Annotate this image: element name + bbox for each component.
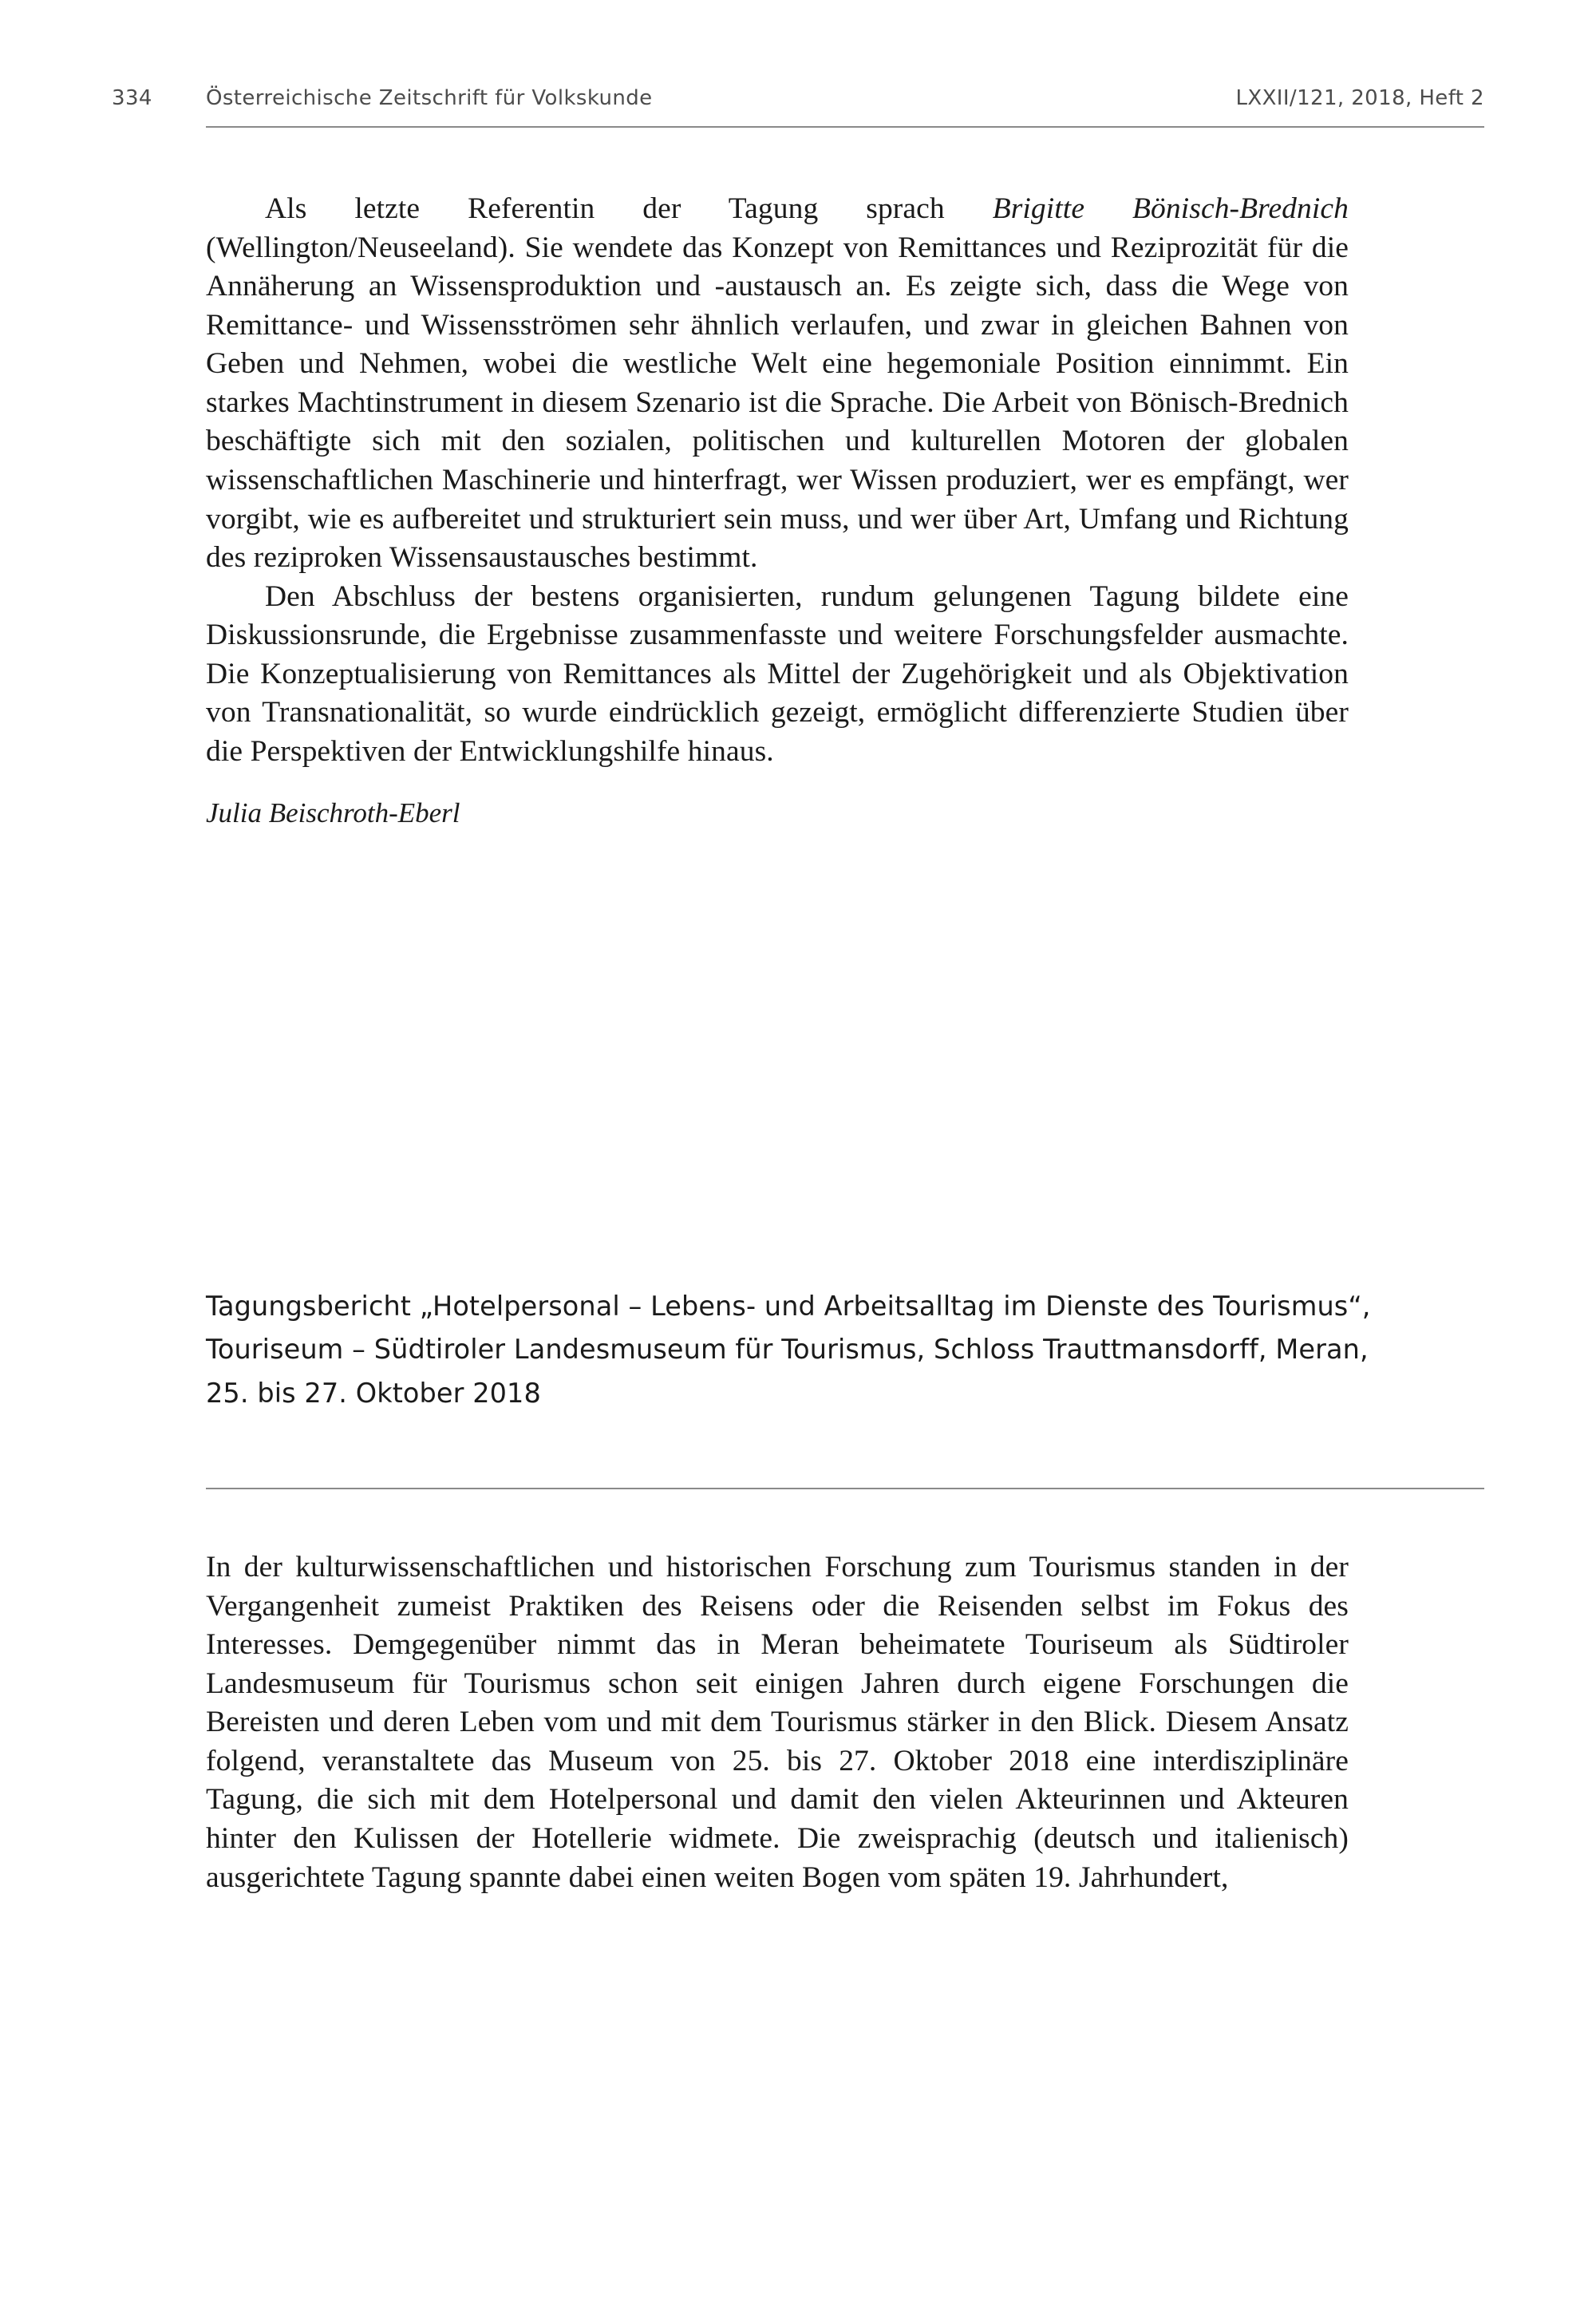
article-body-upper [206,190,1349,832]
author-signature: Julia Beischroth-Eberl [206,797,460,829]
paragraph-bonisch-brednich [206,190,1349,578]
page-number: 334 [112,86,152,110]
paragraph-abschluss: Den Abschluss der bestens organisierten, rundum gelungenen Tagung bildete eine Diskussionsrunde, die Ergebnisse zusammenfasste und weitere Forschungsfelder ausmachte. Die Konzeptualisierung von Remittances als Mittel der Zugehörigkeit und als Objektivation von Transnationalität, so wurde eindrücklich gezeigt, ermöglicht differenzierte Studien über die Perspektiven der Entwicklungshilfe hinaus. [206,579,1349,768]
section-heading-block [206,1285,1379,1415]
speaker-name: Brigitte Bönisch-Brednich [992,192,1349,225]
section-rule [206,1488,1484,1489]
report-title: Tagungsbericht „Hotelpersonal – Lebens- und Arbeitsalltag im Dienste des Tourismus“, Touriseum – Südtiroler Landesmuseum für Tourismus, Schloss Trauttmansdorff, Meran, 25. bis 27. Oktober 2018 [206,1291,1371,1409]
paragraph-tourismus: In der kulturwissenschaftlichen und historischen Forschung zum Tourismus standen in der Vergangenheit zumeist Praktiken des Reisens oder die Reisenden selbst im Fokus des Interesses. Demgegenüber nimmt das in Meran beheimatete Touriseum als Südtiroler Landesmuseum für Tourismus schon seit einigen Jahren durch eigene Forschungen die Bereisten und deren Leben vom und mit dem Tourismus stärker in den Blick. Diesem Ansatz folgend, veranstaltete das Museum von 25. bis 27. Oktober 2018 eine interdisziplinäre Tagung, die sich mit dem Hotelpersonal und damit den vielen Akteurinnen und Akteuren hinter den Kulissen der Hotellerie widmete. Die zweisprachig (deutsch und italienisch) ausgerichtete Tagung spannte dabei einen weiten Bogen vom späten 19. Jahrhundert, [206,1551,1349,1894]
running-head [112,86,1484,110]
running-head-rule [206,126,1484,128]
article-body-lower [206,1548,1349,1897]
issue-designation: LXXII/121, 2018, Heft 2 [1235,86,1484,110]
paragraph-text-rest: (Wellington/Neuseeland). Sie wendete das Konzept von Remittances und Reziprozität für die Annäherung an Wissensproduktion und -austausch an. Es zeigte sich, dass die Wege von Remittance- und Wissensströmen sehr ähnlich verlaufen, und zwar in gleichen Bahnen von Geben und Nehmen, wobei die westliche Welt eine hegemoniale Position einnimmt. Ein starkes Machtinstrument in diesem Szenario ist die Sprache. Die Arbeit von Bönisch-Brednich beschäftigte sich mit den sozialen, politischen und kulturellen Motoren der globalen wissenschaftlichen Maschinerie und hinterfragt, wer Wissen produziert, wer es empfängt, wer vorgibt, wie es aufbereitet und strukturiert sein muss, und wer über Art, Umfang und Richtung des reziproken Wissensaustausches bestimmt. [206,231,1349,575]
paragraph-text-lead: Als letzte Referentin der Tagung sprach [265,192,993,225]
journal-title: Österreichische Zeitschrift für Volkskunde [206,86,653,110]
